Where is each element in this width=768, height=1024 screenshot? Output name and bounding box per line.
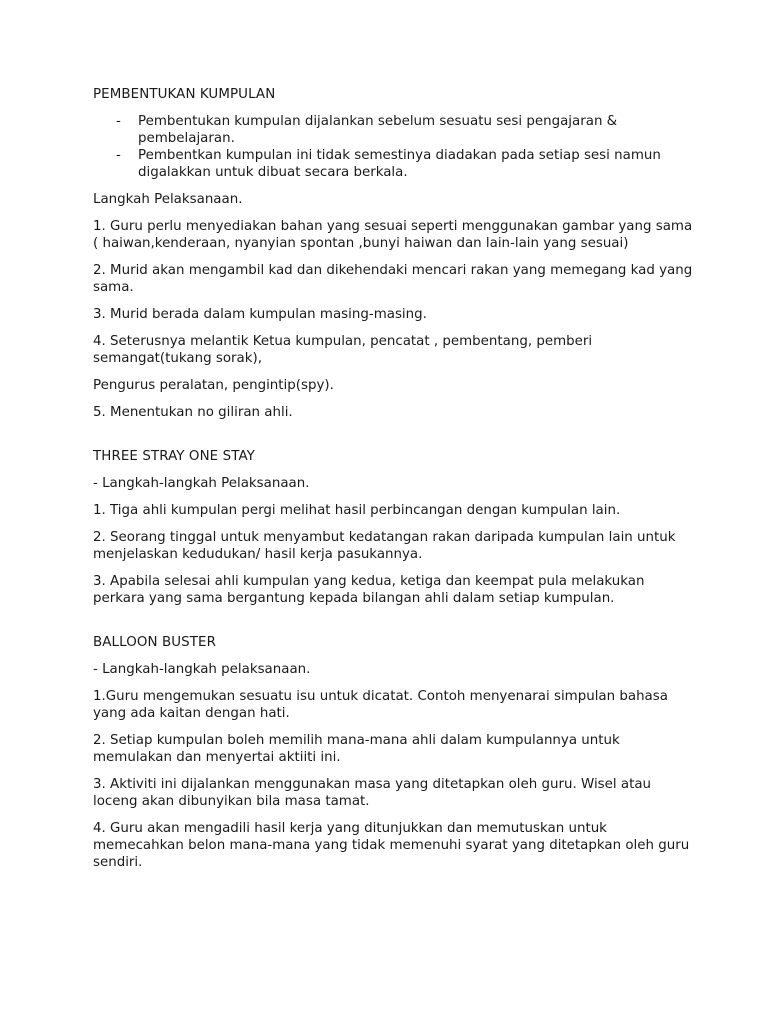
bullet-list	[93, 113, 693, 181]
bullet-dash: -	[116, 148, 121, 163]
step-paragraph: 2. Murid akan mengambil kad dan dikehendaki mencari rakan yang memegang kad yang sama.	[93, 263, 693, 295]
document-page	[93, 86, 693, 881]
step-paragraph: 1. Tiga ahli kumpulan pergi melihat hasil perbincangan dengan kumpulan lain.	[93, 503, 621, 518]
step-paragraph: Pengurus peralatan, pengintip(spy).	[93, 378, 334, 393]
section-spacer	[93, 431, 693, 448]
step-paragraph: 4. Guru akan mengadili hasil kerja yang ditunjukkan dan memutuskan untuk memecahkan belon mana-mana yang tidak memenuhi syarat yang ditetapkan oleh guru sendiri.	[93, 821, 690, 870]
step-paragraph: 3. Aktiviti ini dijalankan menggunakan masa yang ditetapkan oleh guru. Wisel atau loceng akan dibunyikan bila masa tamat.	[93, 777, 652, 809]
step-paragraph: 1. Guru perlu menyediakan bahan yang sesuai seperti menggunakan gambar yang sama ( haiwan,kenderaan, nyanyian spontan ,bunyi haiwan dan lain-lain yang sesuai)	[93, 219, 693, 251]
steps-intro: - Langkah-langkah Pelaksanaan.	[93, 476, 310, 491]
bullet-item	[93, 147, 693, 181]
step-paragraph: 2. Setiap kumpulan boleh memilih mana-mana ahli dalam kumpulannya untuk memulakan dan menyertai aktiiti ini.	[93, 733, 620, 765]
bullet-text: Pembentkan kumpulan ini tidak semestinya diadakan pada setiap sesi namun digalakkan untuk dibuat secara berkala.	[138, 148, 661, 180]
step-paragraph: 1.Guru mengemukan sesuatu isu untuk dicatat. Contoh menyenarai simpulan bahasa yang ada kaitan dengan hati.	[93, 689, 668, 721]
section-title-three-stray-one-stay: THREE STRAY ONE STAY	[93, 449, 255, 464]
step-paragraph: 5. Menentukan no giliran ahli.	[93, 405, 293, 420]
bullet-text: Pembentukan kumpulan dijalankan sebelum sesuatu sesi pengajaran & pembelajaran.	[138, 114, 618, 146]
step-paragraph: 3. Apabila selesai ahli kumpulan yang kedua, ketiga dan keempat pula melakukan perkara yang sama bergantung kepada bilangan ahli dalam setiap kumpulan.	[93, 574, 645, 606]
section-title-pembentukan-kumpulan: PEMBENTUKAN KUMPULAN	[93, 87, 276, 102]
bullet-item	[93, 113, 693, 147]
steps-intro: Langkah Pelaksanaan.	[93, 192, 243, 207]
section-spacer	[93, 617, 693, 634]
steps-intro: - Langkah-langkah pelaksanaan.	[93, 662, 311, 677]
step-paragraph: 4. Seterusnya melantik Ketua kumpulan, pencatat , pembentang, pemberi semangat(tukang sorak),	[93, 334, 593, 366]
bullet-dash: -	[116, 114, 121, 129]
step-paragraph: 2. Seorang tinggal untuk menyambut kedatangan rakan daripada kumpulan lain untuk menjelaskan kedudukan/ hasil kerja pasukannya.	[93, 530, 676, 562]
step-paragraph: 3. Murid berada dalam kumpulan masing-masing.	[93, 307, 427, 322]
section-title-balloon-buster: BALLOON BUSTER	[93, 635, 216, 650]
